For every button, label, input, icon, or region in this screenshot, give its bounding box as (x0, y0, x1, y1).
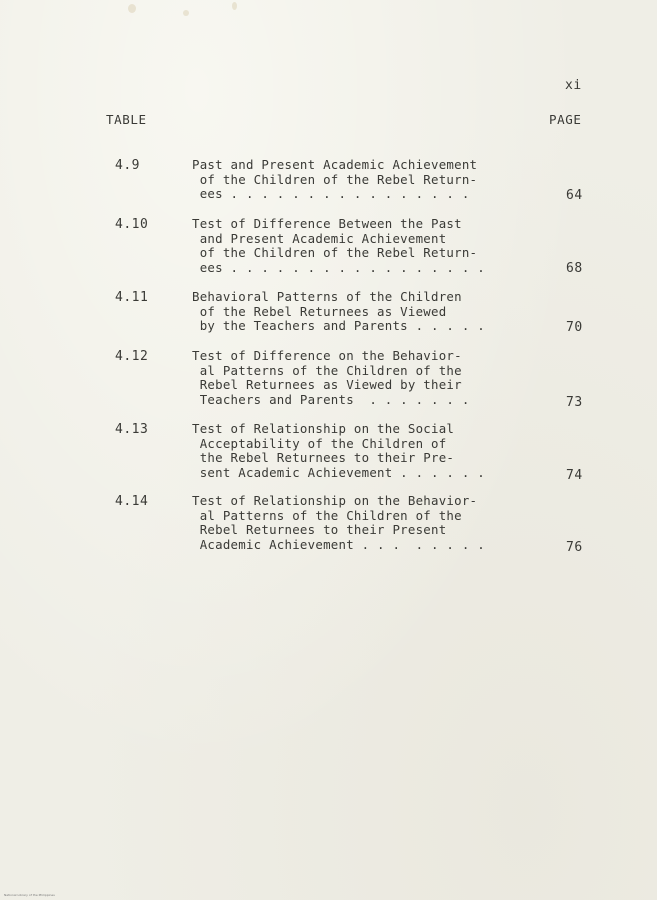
title-line: Behavioral Patterns of the Children (192, 289, 462, 304)
title-line: of the Children of the Rebel Return- (192, 245, 478, 261)
title-line: Teachers and Parents . . . . . . . (192, 391, 470, 407)
paper-stain (128, 4, 136, 13)
title-line: al Patterns of the Children of the (192, 362, 462, 378)
title-line: of the Rebel Returnees as Viewed (192, 303, 447, 319)
page-reference: 64 (566, 188, 583, 203)
title-line: Test of Relationship on the Behavior- (192, 493, 478, 508)
table-number: 4.10 (115, 217, 149, 232)
title-line: ees . . . . . . . . . . . . . . . . . (192, 259, 485, 275)
table-column-heading: TABLE (106, 112, 147, 127)
table-number: 4.12 (115, 349, 149, 364)
title-line: and Present Academic Achievement (192, 230, 447, 246)
table-title (192, 422, 537, 480)
table-title (192, 158, 537, 202)
table-number: 4.9 (115, 158, 140, 173)
page-column-heading: PAGE (549, 112, 582, 127)
page-reference: 74 (566, 468, 583, 483)
title-line: sent Academic Achievement . . . . . . (192, 464, 485, 480)
page-number: xi (565, 78, 582, 93)
title-line: Past and Present Academic Achievement (192, 157, 478, 172)
title-line: by the Teachers and Parents . . . . . (192, 318, 485, 334)
table-title (192, 290, 537, 334)
title-line: ees . . . . . . . . . . . . . . . . (192, 186, 470, 202)
title-line: the Rebel Returnees to their Pre- (192, 450, 455, 466)
title-line: Test of Relationship on the Social (192, 421, 455, 436)
table-title (192, 217, 537, 275)
page-reference: 68 (566, 261, 583, 276)
title-line: Test of Difference on the Behavior- (192, 348, 462, 363)
page-reference: 70 (566, 320, 583, 335)
table-number: 4.14 (115, 494, 149, 509)
paper-stain (232, 2, 237, 10)
table-number: 4.11 (115, 290, 149, 305)
table-title (192, 494, 537, 552)
table-title (192, 349, 537, 407)
library-footer: National Library of the Philippines (4, 893, 55, 897)
paper-stain (183, 10, 189, 16)
title-line: Rebel Returnees as Viewed by their (192, 377, 462, 393)
page-reference: 76 (566, 540, 583, 555)
title-line: Test of Difference Between the Past (192, 216, 462, 231)
page-reference: 73 (566, 395, 583, 410)
title-line: Academic Achievement . . . . . . . . (192, 536, 485, 552)
title-line: of the Children of the Rebel Return- (192, 171, 478, 187)
title-line: al Patterns of the Children of the (192, 507, 462, 523)
title-line: Rebel Returnees to their Present (192, 522, 447, 538)
table-number: 4.13 (115, 422, 149, 437)
title-line: Acceptability of the Children of (192, 435, 447, 451)
